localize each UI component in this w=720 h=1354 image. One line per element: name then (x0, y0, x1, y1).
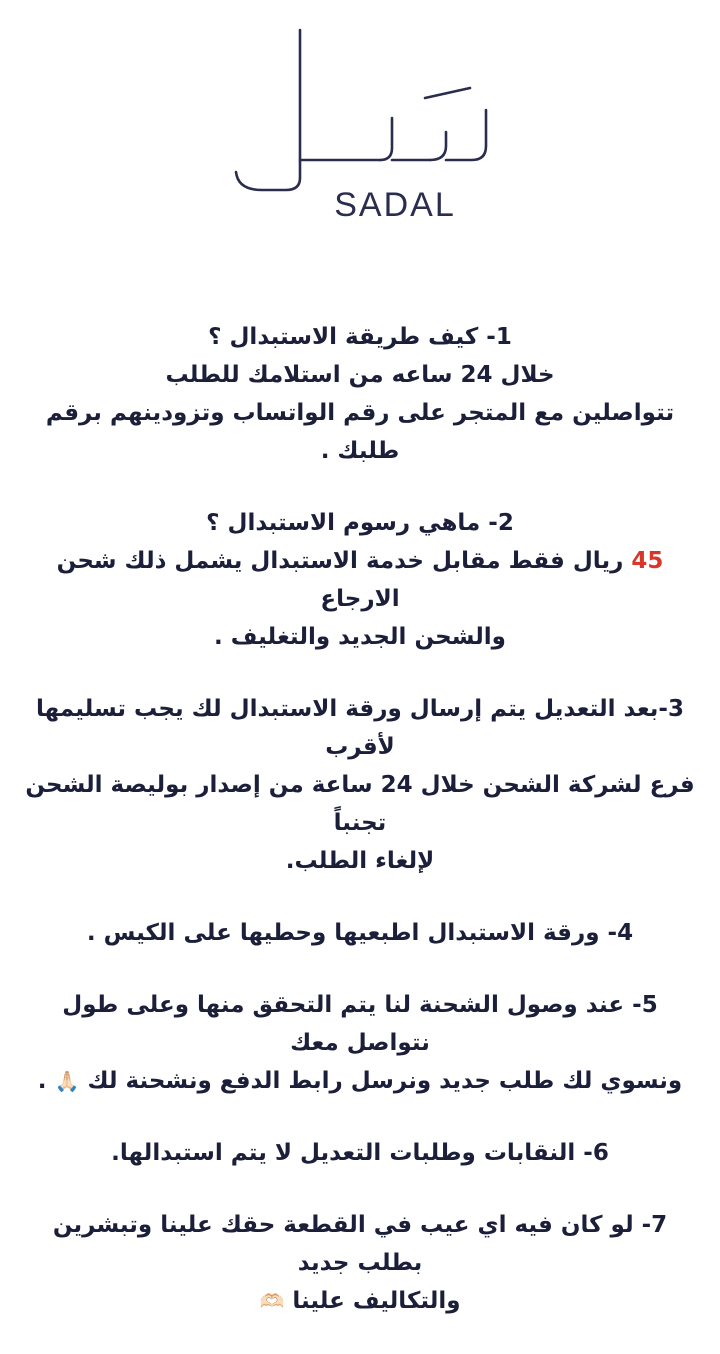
faq-item-5 (20, 986, 700, 1100)
faq-line: والشحن الجديد والتغليف . (214, 624, 506, 650)
faq-item-1 (20, 318, 700, 470)
faq-question-1: 1- كيف طريقة الاستبدال ؟ (208, 324, 512, 350)
faq-line-with-emoji (20, 1282, 700, 1320)
faq-item-6 (20, 1134, 700, 1172)
faq-content (20, 318, 700, 1354)
faq-question-2: 2- ماهي رسوم الاستبدال ؟ (206, 510, 514, 536)
faq-item-2 (20, 504, 700, 656)
faq-line: 7- لو كان فيه اي عيب في القطعة حقك علينا وتبشرين بطلب جديد (52, 1212, 668, 1276)
fee-text: ريال فقط مقابل خدمة الاستبدال يشمل ذلك شحن الارجاع (56, 548, 632, 612)
faq-line: 3-بعد التعديل يتم إرسال ورقة الاستبدال لك يجب تسليمها لأقرب (35, 696, 684, 760)
faq-item-3 (20, 690, 700, 880)
faq-fee-line (20, 542, 700, 618)
faq-line: لإلغاء الطلب. (285, 848, 435, 874)
faq-line: 5- عند وصول الشحنة لنا يتم التحقق منها وعلى طول نتواصل معك (62, 992, 658, 1056)
faq-line-with-emoji (20, 1062, 700, 1100)
heart-hands-emoji: 🫶🏻 (259, 1289, 285, 1313)
faq-line-trail: . (37, 1068, 47, 1094)
brand-name-latin: SADAL (334, 186, 456, 224)
praying-hands-emoji: 🙏🏻 (54, 1069, 80, 1093)
faq-item-7 (20, 1206, 700, 1320)
brand-logo (0, 0, 720, 240)
faq-line: 6- النقابات وطلبات التعديل لا يتم استبدالها. (111, 1140, 609, 1166)
fee-amount: 45 (631, 548, 664, 574)
sadal-logo-mark (0, 0, 720, 240)
faq-line: 4- ورقة الاستبدال اطبعيها وحطيها على الكيس . (86, 920, 634, 946)
faq-line: خلال 24 ساعه من استلامك للطلب (165, 362, 555, 388)
faq-line: تتواصلين مع المتجر على رقم الواتساب وتزودينهم برقم طلبك . (45, 400, 675, 464)
faq-line-text: والتكاليف علينا (292, 1288, 461, 1314)
faq-item-4 (20, 914, 700, 952)
faq-line: فرع لشركة الشحن خلال 24 ساعة من إصدار بوليصة الشحن تجنباً (25, 772, 695, 836)
faq-line-text: ونسوي لك طلب جديد ونرسل رابط الدفع ونشحنة لك (87, 1068, 683, 1094)
